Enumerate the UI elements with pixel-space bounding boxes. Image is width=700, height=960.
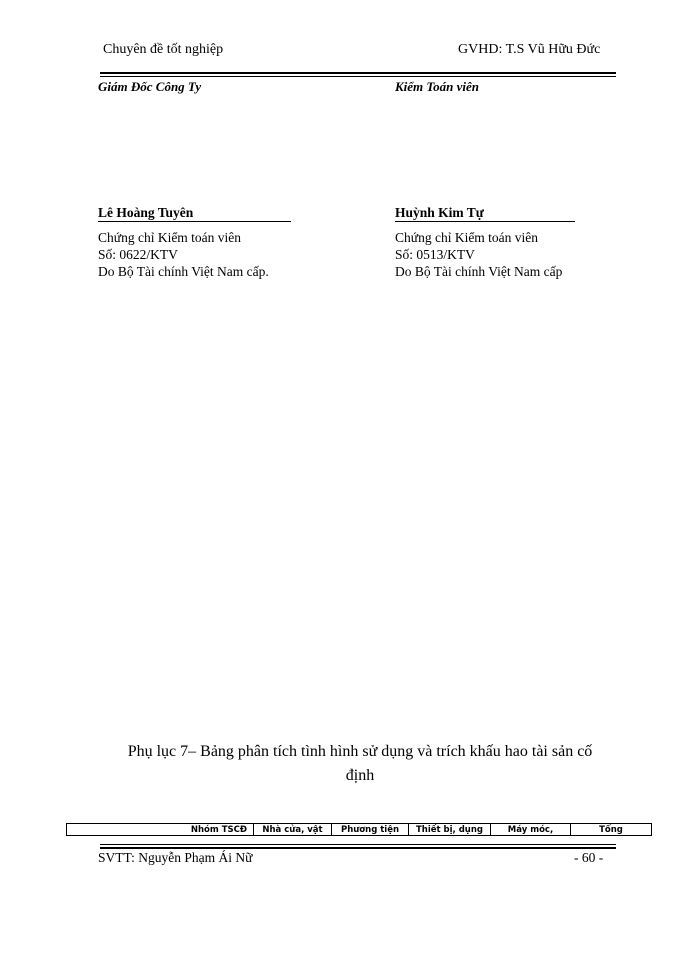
header-rule-thin bbox=[100, 76, 616, 77]
header-right: GVHD: T.S Vũ Hữu Đức bbox=[458, 42, 601, 57]
footer-student: SVTT: Nguyễn Phạm Ái Nữ bbox=[98, 850, 253, 865]
left-signatory-name: Lê Hoàng Tuyên bbox=[98, 205, 194, 220]
left-signature-title: Giám Đốc Công Ty bbox=[98, 79, 202, 94]
col-equipment: Thiết bị, dụng bbox=[408, 824, 490, 835]
left-credential-3: Do Bộ Tài chính Việt Nam cấp. bbox=[98, 264, 269, 279]
right-signatory-name: Huỳnh Kim Tự bbox=[395, 205, 484, 220]
col-machinery: Máy móc, bbox=[490, 824, 570, 835]
appendix-title-line-2: định bbox=[345, 767, 375, 784]
right-signature-title: Kiểm Toán viên bbox=[395, 79, 480, 94]
left-signature-line bbox=[98, 221, 291, 222]
footer-rule-thick bbox=[100, 847, 616, 849]
header-rule-thick bbox=[100, 72, 616, 74]
col-total: Tổng bbox=[570, 824, 651, 835]
col-vehicles: Phương tiện bbox=[331, 824, 408, 835]
right-credential-3: Do Bộ Tài chính Việt Nam cấp bbox=[395, 264, 563, 279]
asset-table-header bbox=[66, 823, 652, 836]
appendix-title-line-1: Phụ lục 7– Bảng phân tích tình hình sử dụng và trích khấu hao tài sản cố bbox=[127, 743, 593, 760]
page-number: - 60 - bbox=[574, 850, 604, 865]
col-asset-group: Nhóm TSCĐ bbox=[190, 824, 247, 835]
right-credential-1: Chứng chỉ Kiểm toán viên bbox=[395, 230, 539, 245]
footer-rule-thin bbox=[100, 844, 616, 845]
left-credential-1: Chứng chỉ Kiểm toán viên bbox=[98, 230, 242, 245]
appendix-title bbox=[90, 740, 630, 788]
right-credential-2: Số: 0513/KTV bbox=[395, 247, 475, 262]
right-signature-line bbox=[395, 221, 575, 222]
left-credential-2: Số: 0622/KTV bbox=[98, 247, 178, 262]
header-left: Chuyên đề tốt nghiệp bbox=[103, 42, 224, 57]
col-buildings: Nhà cửa, vật bbox=[253, 824, 331, 835]
